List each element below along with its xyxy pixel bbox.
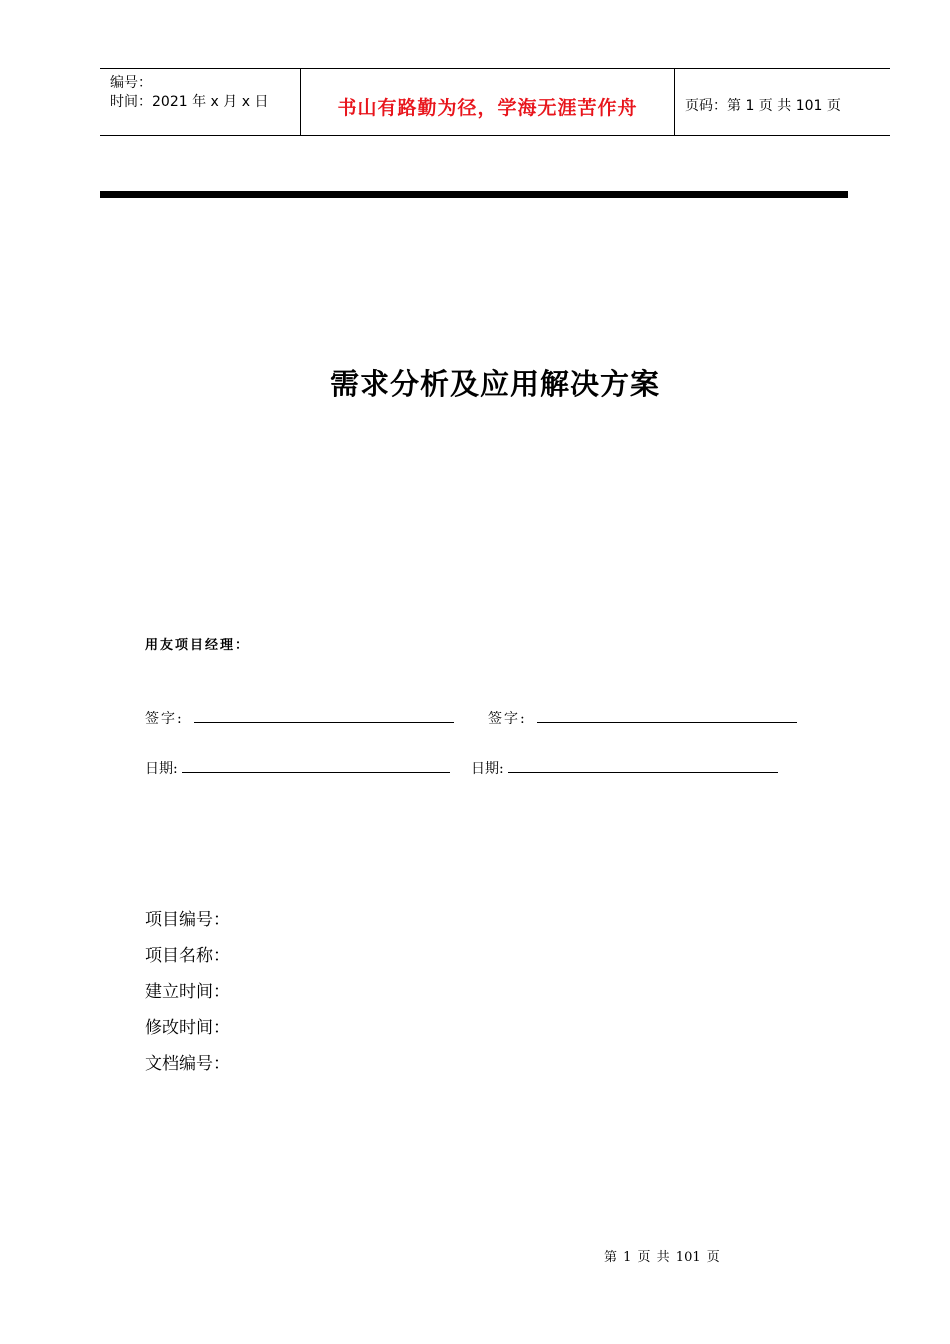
date-left-label: 日期: bbox=[145, 761, 178, 777]
sign-right-label: 签字: bbox=[488, 711, 527, 727]
number-label: 编号： bbox=[110, 75, 152, 91]
footer-page-number: 第 1 页 共 101 页 bbox=[604, 1250, 720, 1265]
motto: 书山有路勤为径，学海无涯苦作舟 bbox=[337, 97, 638, 119]
header-left-cell bbox=[100, 69, 301, 135]
date-right bbox=[471, 758, 778, 778]
project-name-label: 项目名称： bbox=[145, 946, 230, 966]
sign-left-label: 签字: bbox=[145, 711, 184, 727]
sign-right bbox=[488, 708, 797, 728]
page-code: 页码：第 1 页 共 101 页 bbox=[685, 98, 841, 114]
date-right-line[interactable] bbox=[508, 758, 778, 773]
date-left-line[interactable] bbox=[182, 758, 450, 773]
thick-divider bbox=[100, 191, 848, 198]
project-number-label: 项目编号： bbox=[145, 910, 230, 930]
header-middle-cell bbox=[301, 69, 675, 135]
header-table bbox=[100, 68, 890, 136]
header-right-cell bbox=[675, 69, 890, 135]
date-right-label: 日期: bbox=[471, 761, 504, 777]
sign-right-line[interactable] bbox=[537, 708, 797, 723]
sign-left bbox=[145, 708, 454, 728]
document-title: 需求分析及应用解决方案 bbox=[329, 367, 660, 401]
pm-label: 用友项目经理： bbox=[145, 638, 251, 653]
time-label: 时间：2021 年 x 月 x 日 bbox=[110, 94, 269, 110]
created-time-label: 建立时间： bbox=[145, 982, 230, 1002]
modified-time-label: 修改时间： bbox=[145, 1018, 230, 1038]
date-left bbox=[145, 758, 450, 778]
document-number-label: 文档编号： bbox=[145, 1054, 230, 1074]
sign-left-line[interactable] bbox=[194, 708, 454, 723]
